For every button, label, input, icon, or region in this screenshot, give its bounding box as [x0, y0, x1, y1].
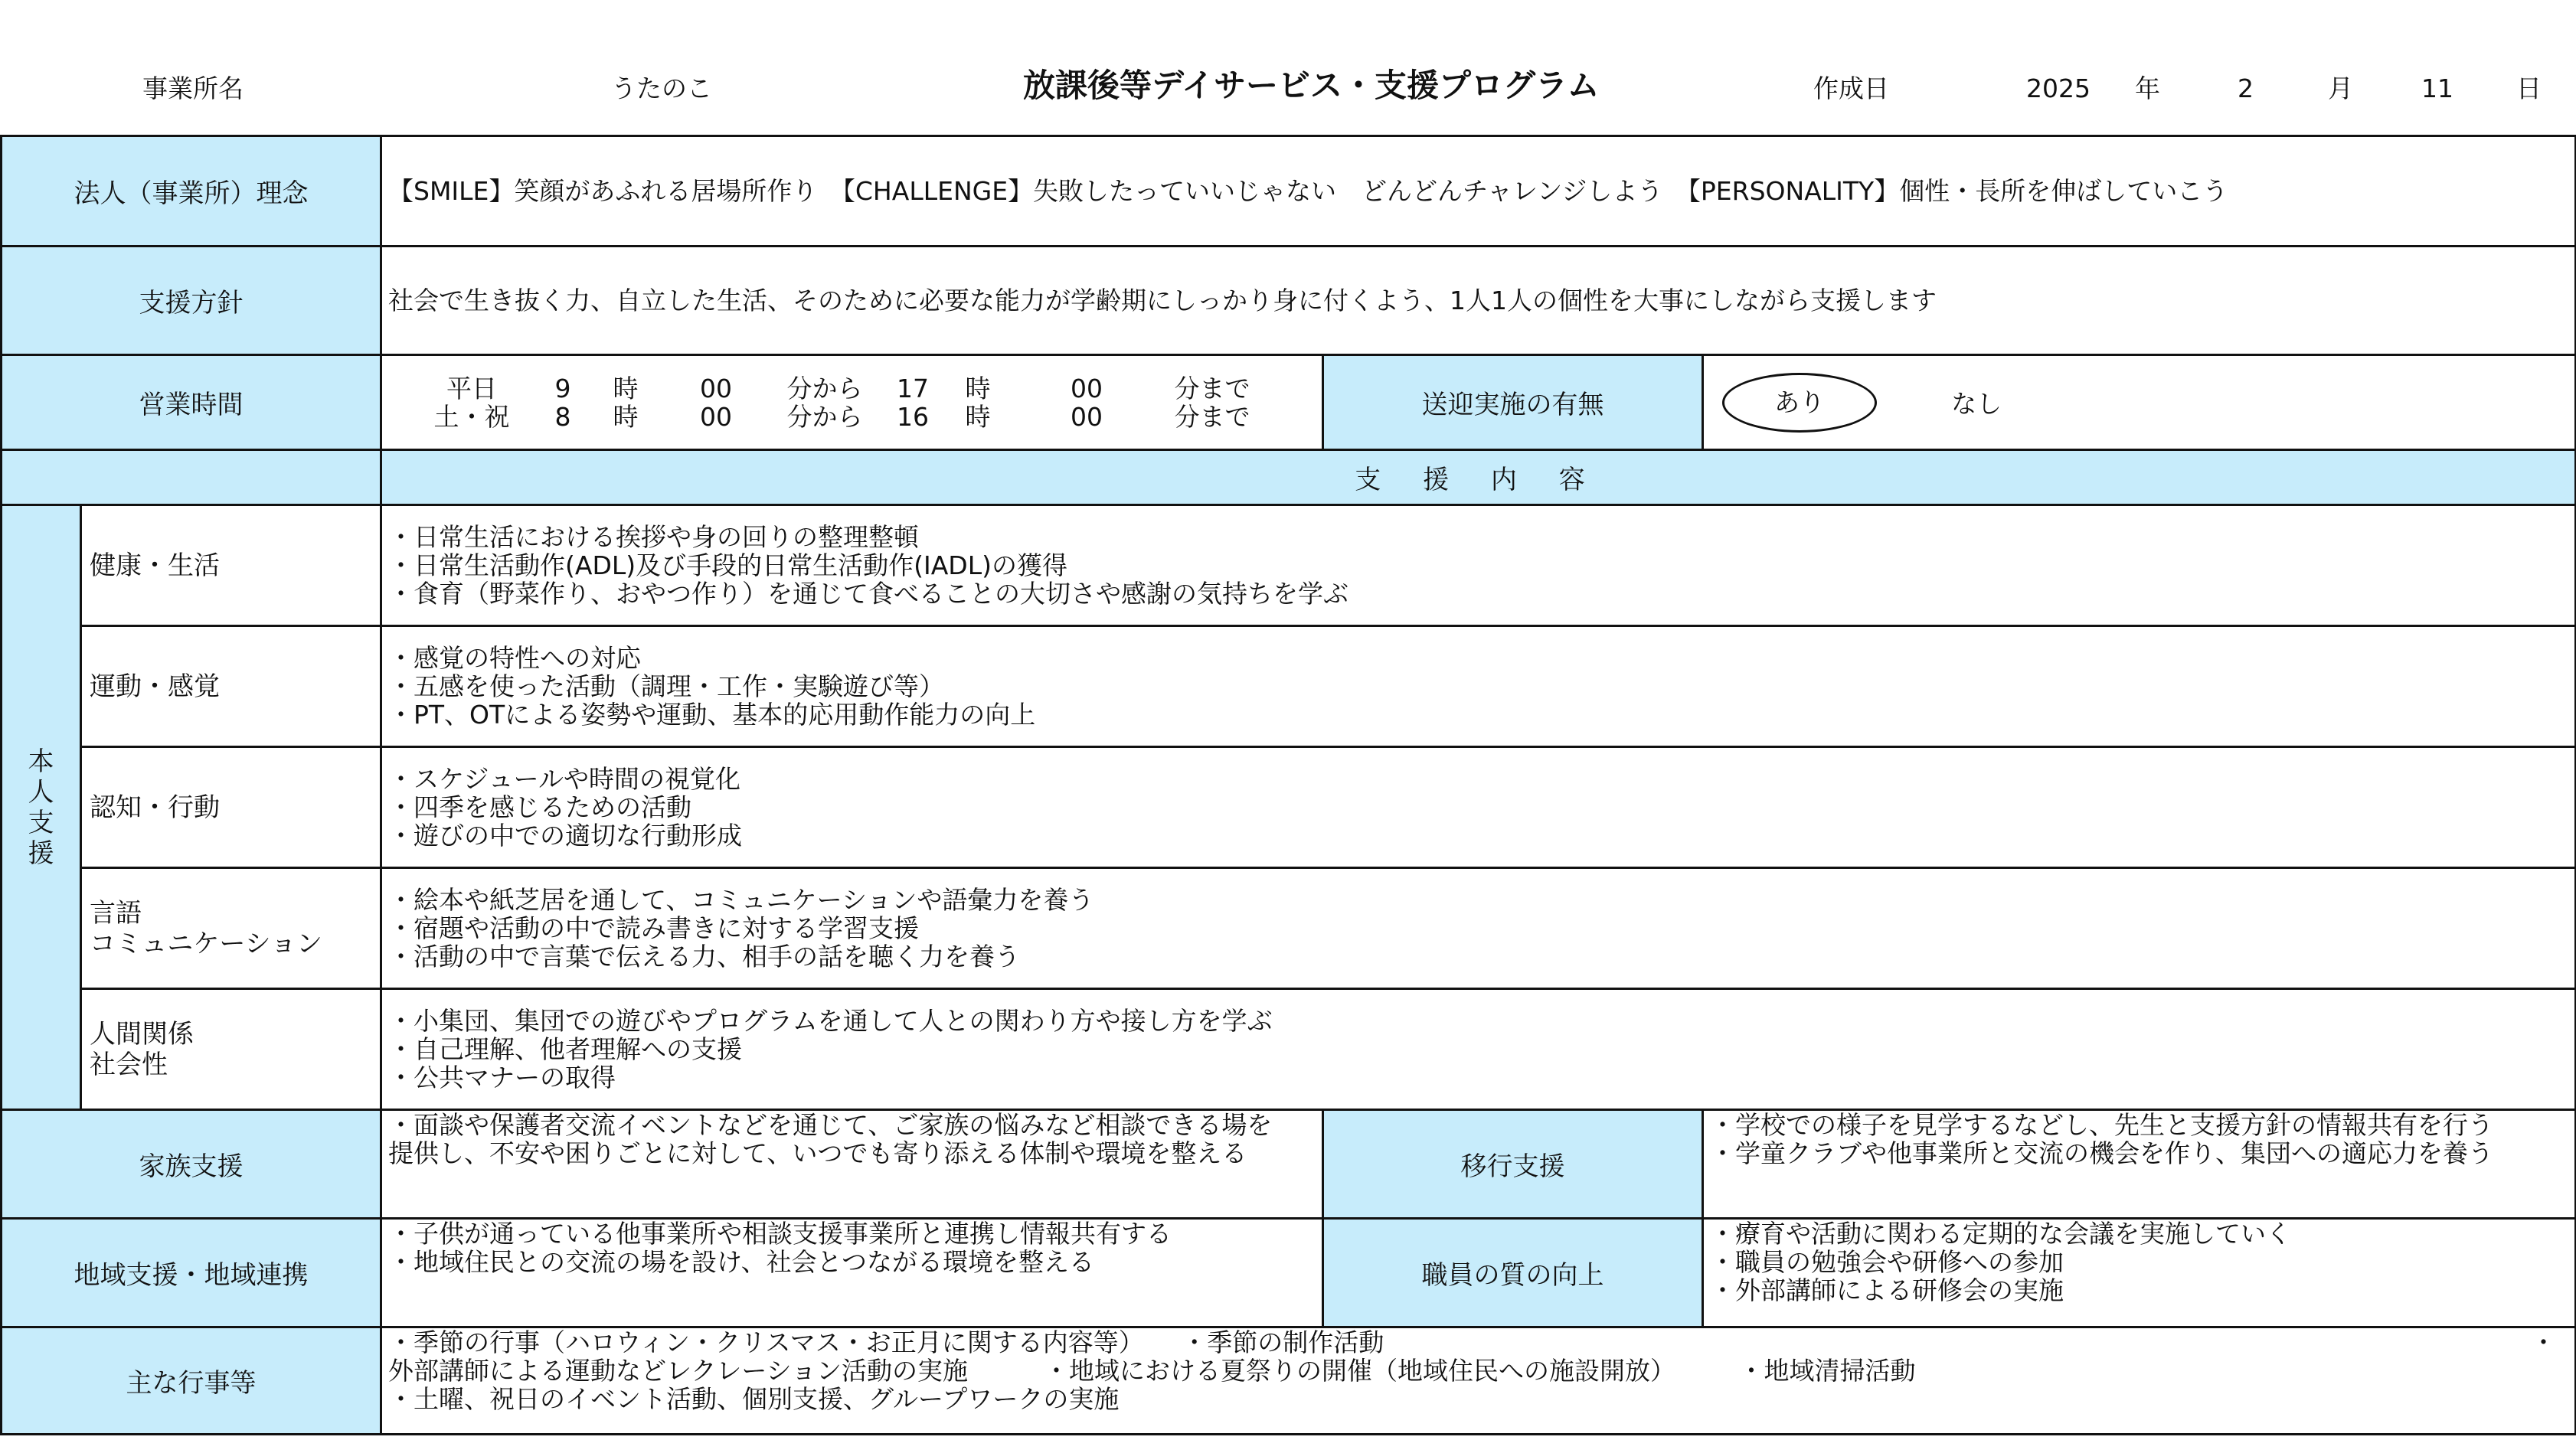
area-name-line: 認知・行動: [90, 792, 220, 823]
area-items: [381, 626, 2576, 747]
family-item: ・面談や保護者交流イベントなどを通じて、ご家族の悩みなど相談できる場を: [388, 1110, 1273, 1140]
transport-yes-circled: あり: [1722, 373, 1877, 433]
staff-item: ・職員の勉強会や研修への参加: [1710, 1247, 2064, 1277]
area-row: [2, 868, 2576, 989]
area-item: ・宿題や活動の中で読み書きに対する学習支援: [388, 913, 919, 943]
transport-label: 送迎実施の有無: [1323, 355, 1703, 450]
area-item: ・スケジュールや時間の視覚化: [388, 764, 741, 794]
area-name: [81, 505, 381, 626]
transition-item: ・学校での様子を見学するなどし、先生と支援方針の情報共有を行う: [1710, 1110, 2493, 1140]
area-item: ・活動の中で言葉で伝える力、相手の話を聴く力を養う: [388, 942, 1020, 971]
support-header: 支 援 内 容: [381, 450, 2576, 505]
hours-hour-unit2: 時: [965, 373, 991, 403]
hours-start-hour: 9: [554, 373, 571, 403]
policy-label: 支援方針: [2, 247, 381, 355]
trailing-bullet: ・: [2531, 1327, 2557, 1357]
event-item: ・土曜、祝日のイベント活動、個別支援、グループワークの実施: [388, 1384, 1120, 1414]
area-item: ・PT、OTによる姿勢や運動、基本的応用動作能力の向上: [388, 700, 1036, 730]
area-item: ・食育（野菜作り、おやつ作り）を通じて食べることの大切さや感謝の気持ちを学ぶ: [388, 579, 1348, 609]
area-item: ・五感を使った活動（調理・工作・実験遊び等）: [388, 671, 944, 701]
office-label: 事業所名: [142, 73, 244, 103]
community-staff-row: [2, 1219, 2576, 1327]
area-name-line: 人間関係: [90, 1018, 194, 1050]
hours-end-hour: 16: [897, 401, 929, 432]
hours-from: 分から: [786, 401, 863, 432]
support-header-blank: [2, 450, 381, 505]
area-items: [381, 747, 2576, 868]
created-day: 11: [2421, 73, 2453, 103]
philosophy-label: 法人（事業所）理念: [2, 136, 381, 247]
hours-day: 平日: [446, 373, 497, 403]
area-name: [81, 626, 381, 747]
policy-row: [2, 247, 2576, 355]
area-name: [81, 868, 381, 989]
year-unit: 年: [2135, 73, 2160, 103]
program-table: [0, 135, 2576, 1435]
events-label: 主な行事等: [2, 1327, 381, 1435]
area-row: [2, 747, 2576, 868]
area-name: [81, 989, 381, 1110]
hours-label: 営業時間: [2, 355, 381, 450]
family-transition-row: [2, 1110, 2576, 1219]
area-items: [381, 989, 2576, 1110]
event-item: 外部講師による運動などレクレーション活動の実施 ・地域における夏祭りの開催（地域住民への施設開放） ・地域清掃活動: [388, 1356, 1916, 1386]
hours-day: 土・祝: [433, 401, 510, 432]
area-items: [381, 868, 2576, 989]
area-row: [2, 989, 2576, 1110]
hours-to: 分まで: [1174, 373, 1250, 403]
transport-no: なし: [1951, 389, 2002, 419]
label-char: 本: [28, 746, 54, 777]
hours-from: 分から: [786, 373, 863, 403]
area-row: [2, 505, 2576, 626]
created-label: 作成日: [1813, 73, 1889, 103]
event-item: ・季節の行事（ハロウィン・クリスマス・お正月に関する内容等） ・季節の制作活動: [388, 1327, 1384, 1357]
area-item: ・絵本や紙芝居を通して、コミュニケーションや語彙力を養う: [388, 885, 1094, 915]
created-month: 2: [2238, 73, 2254, 103]
staff-quality-items: [1703, 1219, 2576, 1327]
hours-holiday: [416, 403, 1322, 431]
label-char: 支: [28, 807, 54, 838]
policy-text: 社会で生き抜く力、自立した生活、そのために必要な能力が学齢期にしっかり身に付くよう、1人1人の個性を大事にしながら支援します: [381, 247, 2576, 355]
area-name-line: 健康・生活: [90, 550, 220, 581]
transition-support-items: [1703, 1110, 2576, 1219]
family-item: 提供し、不安や困りごとに対して、いつでも寄り添える体制や環境を整える: [388, 1138, 1247, 1168]
area-name: [81, 747, 381, 868]
hours-start-min: 00: [700, 401, 732, 432]
created-year: 2025: [2026, 73, 2091, 103]
support-header-row: [2, 450, 2576, 505]
office-name: うたのこ: [611, 73, 712, 103]
family-support-items: [381, 1110, 1323, 1219]
area-name-line: 言語: [90, 897, 142, 929]
area-items: [381, 505, 2576, 626]
events-items: [381, 1327, 2576, 1435]
hours-hour-unit: 時: [613, 401, 639, 432]
philosophy-text: 【SMILE】笑顔があふれる居場所作り 【CHALLENGE】失敗したっていいじゃない どんどんチャレンジしよう 【PERSONALITY】個性・長所を伸ばしていこう: [381, 136, 2576, 247]
transport-cell: [1703, 355, 2576, 450]
philosophy-row: [2, 136, 2576, 247]
month-unit: 月: [2328, 73, 2353, 103]
staff-item: ・療育や活動に関わる定期的な会議を実施していく: [1710, 1219, 2291, 1249]
area-item: ・遊びの中での適切な行動形成: [388, 821, 742, 851]
area-item: ・日常生活における挨拶や身の回りの整理整頓: [388, 522, 919, 552]
hours-row: [2, 355, 2576, 450]
area-name-line: コミュニケーション: [90, 928, 322, 959]
hours-hour-unit2: 時: [965, 401, 991, 432]
label-char: 人: [28, 776, 54, 808]
personal-support-label: [2, 505, 81, 1110]
area-item: ・自己理解、他者理解への支援: [388, 1034, 742, 1064]
staff-item: ・外部講師による研修会の実施: [1710, 1275, 2064, 1305]
area-item: ・四季を感じるための活動: [388, 792, 691, 822]
area-item: ・感覚の特性への対応: [388, 643, 641, 673]
area-row: [2, 626, 2576, 747]
community-item: ・子供が通っている他事業所や相談支援事業所と連携し情報共有する: [388, 1219, 1172, 1249]
family-support-label: 家族支援: [2, 1110, 381, 1219]
hours-weekday: [416, 374, 1322, 403]
community-item: ・地域住民との交流の場を設け、社会とつながる環境を整える: [388, 1247, 1095, 1277]
area-item: ・日常生活動作(ADL)及び手段的日常生活動作(IADL)の獲得: [388, 550, 1067, 580]
staff-quality-label: 職員の質の向上: [1323, 1219, 1703, 1327]
day-unit: 日: [2516, 73, 2542, 103]
transition-support-label: 移行支援: [1323, 1110, 1703, 1219]
page-title: 放課後等デイサービス・支援プログラム: [1023, 67, 1600, 104]
hours-cell: [381, 355, 1323, 450]
events-row: [2, 1327, 2576, 1435]
hours-end-min: 00: [1071, 373, 1103, 403]
area-name-line: 社会性: [90, 1049, 168, 1080]
area-item: ・小集団、集団での遊びやプログラムを通して人との関わり方や接し方を学ぶ: [388, 1006, 1273, 1036]
area-item: ・公共マナーの取得: [388, 1063, 616, 1092]
hours-end-hour: 17: [897, 373, 929, 403]
hours-end-min: 00: [1071, 401, 1103, 432]
hours-start-min: 00: [700, 373, 732, 403]
label-char: 援: [28, 838, 54, 869]
area-name-line: 運動・感覚: [90, 671, 220, 702]
hours-start-hour: 8: [554, 401, 571, 432]
hours-to: 分まで: [1174, 401, 1250, 432]
transition-item: ・学童クラブや他事業所と交流の機会を作り、集団への適応力を養う: [1710, 1138, 2493, 1168]
community-support-items: [381, 1219, 1323, 1327]
hours-hour-unit: 時: [613, 373, 639, 403]
community-support-label: 地域支援・地域連携: [2, 1219, 381, 1327]
